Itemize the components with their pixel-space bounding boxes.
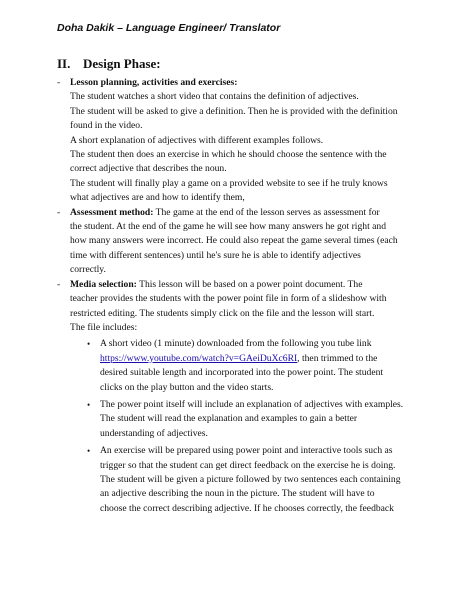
bullet-line: understanding of adjectives.: [100, 427, 208, 439]
content-body: [57, 76, 425, 519]
list-item-media-selection: [57, 278, 425, 517]
section-title: [57, 56, 161, 72]
bullet-marker: •: [87, 399, 91, 410]
bullet-item-video: [70, 337, 425, 395]
list-item-lesson-planning: [57, 76, 425, 206]
bullet-line: The student will be given a picture followed by two sentences each containing: [100, 473, 401, 485]
item-line: The student then does an exercise in which he should choose the sentence with the: [70, 149, 387, 161]
item-line: what adjectives are and how to identify them,: [70, 192, 245, 204]
youtube-link[interactable]: https://www.youtube.com/watch?v=GAeiDuXc6RI: [100, 352, 298, 364]
item-line: The student watches a short video that contains the definition of adjectives.: [70, 91, 359, 103]
section-heading: Design Phase:: [83, 56, 161, 71]
item-line: A short explanation of adjectives with different examples follows.: [70, 134, 324, 146]
item-heading: Assessment method:: [70, 206, 154, 218]
bullet-line: trigger so that the student can get direct feedback on the exercise he is doing.: [100, 459, 396, 471]
section-number: II.: [57, 56, 71, 71]
bullet-line: desired suitable length and incorporated into the power point. The student: [100, 367, 384, 379]
item-line: the student. At the end of the game he will see how many answers he got right and: [70, 221, 386, 233]
dash-marker: -: [57, 206, 61, 218]
dash-marker: -: [57, 77, 61, 88]
item-line: The file includes:: [70, 321, 138, 333]
list-item-assessment-method: [57, 206, 425, 278]
dash-marker: -: [57, 278, 61, 290]
bullet-line: A short video (1 minute) downloaded from the following you tube link: [100, 338, 372, 350]
bullet-line: The power point itself will include an explanation of adjectives with examples.: [100, 398, 404, 410]
bullet-item-power-point: [70, 398, 425, 441]
item-line: teacher provides the students with the power point file in form of a slideshow with: [70, 293, 387, 305]
bullet-line: The student will read the explanation and examples to gain a better: [100, 413, 358, 425]
item-line: This lesson will be based on a power point document. The: [136, 278, 363, 290]
item-heading: Media selection:: [70, 278, 137, 290]
bullet-item-exercise: [70, 444, 425, 516]
item-line: The game at the end of the lesson serves as assessment for: [153, 206, 380, 218]
item-line: time with different sentences) until he's sure he is able to identify adjectives: [70, 249, 361, 261]
item-line: The student will be asked to give a definition. Then he is provided with the definition: [70, 105, 398, 117]
bullet-marker: •: [87, 339, 91, 350]
bullet-marker: •: [87, 446, 91, 457]
item-line: The student will finally play a game on a provided website to see if he truly knows: [70, 177, 388, 189]
bullet-list: [70, 337, 425, 516]
bullet-line: An exercise will be prepared using power point and interactive tools such as: [100, 445, 393, 457]
bullet-line: choose the correct describing adjective. If he chooses correctly, the feedback: [100, 502, 394, 514]
page-header: Doha Dakik – Language Engineer/ Translator: [57, 22, 281, 34]
item-line: how many answers were incorrect. He could also repeat the game several times (each: [70, 235, 398, 247]
item-heading: Lesson planning, activities and exercises:: [70, 77, 238, 88]
item-line: restricted editing. The students simply click on the file and the lesson will start.: [70, 307, 375, 319]
bullet-line: an adjective describing the noun in the picture. The student will have to: [100, 488, 375, 500]
item-line: found in the video.: [70, 120, 143, 132]
bullet-line: , then trimmed to the: [297, 352, 378, 364]
item-line: correctly.: [70, 264, 106, 276]
item-line: correct adjective that describes the noun.: [70, 163, 227, 175]
bullet-line: clicks on the play button and the video starts.: [100, 381, 274, 393]
